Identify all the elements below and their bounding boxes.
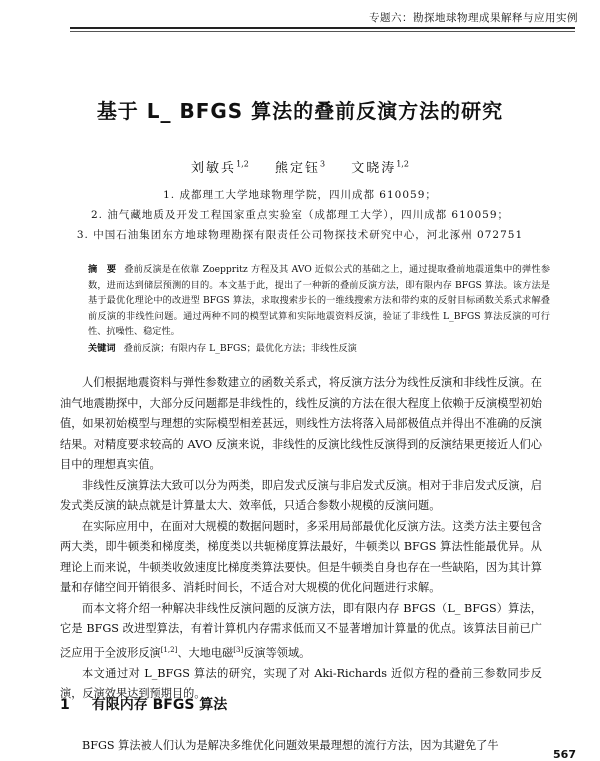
author-name: 文晓涛 [351,161,397,176]
paragraph-4-b: 、大地电磁 [177,646,234,660]
keywords-label: 关键词 [88,343,116,354]
author-name: 刘敏兵 [191,161,237,176]
header-rule-thin [70,31,575,32]
section-title: 有限内存 BFGS 算法 [91,697,228,713]
affiliation-1: 1. 成都理工大学地球物理学院，四川成都 610059； [163,189,437,201]
affiliation-3: 3. 中国石油集团东方地球物理勘探有限责任公司物探技术研究中心，河北涿州 072751 [76,229,524,241]
author-name: 熊定钰 [274,161,320,176]
author-1 [191,161,249,176]
author-2 [275,161,325,176]
section-heading-1 [60,694,227,714]
author-list [0,157,600,176]
paper-title: 基于 L_ BFGS 算法的叠前反演方法的研究 [96,99,504,123]
affiliation-2: 2. 油气藏地质及开发工程国家重点实验室（成都理工大学），四川成都 610059； [90,209,510,221]
author-affil-sup: 1,2 [396,159,409,169]
author-3 [351,161,409,176]
paragraph-1: 人们根据地震资料与弹性参数建立的函数关系式，将反演方法分为线性反演和非线性反演。在油气地震勘探中，大部分反问题都是非线性的，线性反演的方法在很大程度上依赖于反演模型初始值，如果初始模型与理想的实际模型相差甚远，则线性方法将落入局部极值点并得出不准确的反演结果。对精度要求较高的 AVO 反演来说，非线性的反演比线性反演得到的反演结果更接近人们心目中的理想真实值。 [60,376,542,471]
running-header: 专题六：勘探地球物理成果解释与应用实例 [369,12,578,24]
abstract-text: 叠前反演是在依靠 Zoeppritz 方程及其 AVO 近似公式的基础之上，通过提取叠前地震道集中的弹性参数，进而达到储层预测的目的。本文基于此，提出了一种新的叠前反演方法，即有限内存 BFGS 算法。该方法是基于最优化理论中的改进型 BFGS 算法，求取搜索步长的一维线搜索方法和带约束的反射目标函数关系式求解叠前反演的非线性问题。通过两种不同的模型试算和实际地震资料反演，验证了非线性 L_BFGS 算法反演的可行性、抗噪性、稳定性。 [88,264,551,337]
paragraph-4 [60,599,542,664]
paragraph-2: 非线性反演算法大致可以分为两类，即启发式反演与非启发式反演。相对于非启发式反演，启发式类反演的缺点就是计算量太大、效率低，只适合参数小规模的反演问题。 [60,478,542,512]
paragraph-5: 本文通过对 L_BFGS 算法的研究，实现了对 Aki-Richards 近似方程的叠前三参数同步反演，反演效果达到预期目的。 [60,666,542,701]
abstract-label: 摘 要 [88,264,117,275]
body-text [60,373,542,705]
paragraph-3: 在实际应用中，在面对大规模的数据问题时，多采用局部最优化反演方法。这类方法主要包含两大类，即牛顿类和梯度类，梯度类以共轭梯度算法最好，牛顿类以 BFGS 算法性能最优异。从理论上而来说，牛顿类收敛速度比梯度类算法要快。但是牛顿类自身也存在一些缺陷，因为其计算量和存储空间开销很多、消耗时间长，不适合对大规模的优化问题进行求解。 [60,519,542,594]
keywords [88,341,550,357]
section-number: 1 [60,697,70,713]
abstract [88,262,550,340]
citation-1: [1,2] [160,645,178,654]
keywords-text: 叠前反演；有限内存 L_BFGS；最优化方法；非线性反演 [123,343,357,354]
paragraph-4-c: 反演等领域。 [243,646,311,660]
header-rule [70,27,575,29]
paragraph-4-a: 而本文将介绍一种解决非线性反演问题的反演方法，即有限内存 BFGS（L_ BFGS）算法，它是 BFGS 改进型算法，有着计算机内存需求低而又不显著增加计算量的优点。该算法目前已广泛应用于全波形反演 [60,601,542,660]
section-1-first-line: BFGS 算法被人们认为是解决多维优化问题效果最理想的流行方法，因为其避免了牛 [82,739,499,752]
author-affil-sup: 3 [319,159,326,169]
citation-2: [3] [233,645,244,654]
page-number: 567 [553,748,576,761]
author-affil-sup: 1,2 [236,159,249,169]
